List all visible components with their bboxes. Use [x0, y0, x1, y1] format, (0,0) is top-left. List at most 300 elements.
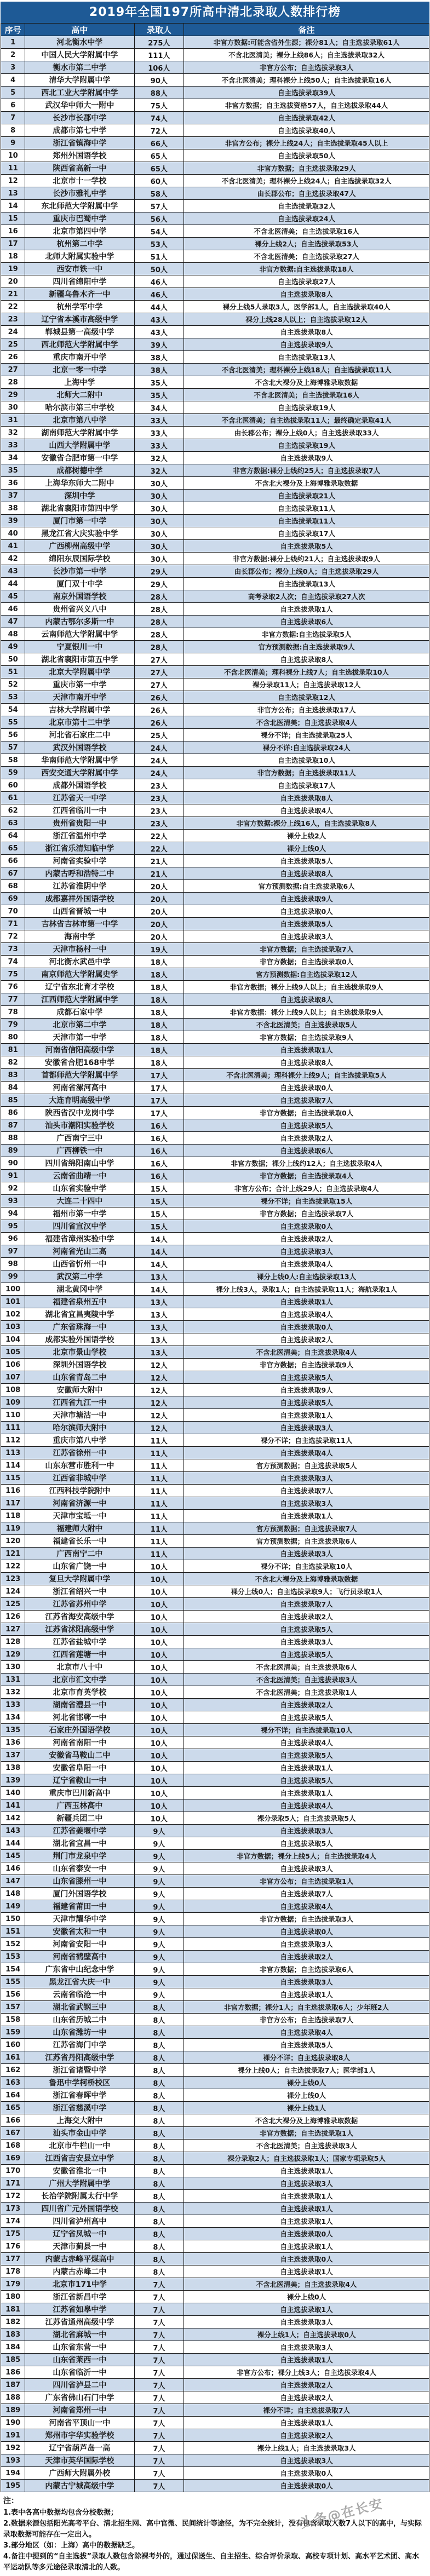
count-cell: 7人: [134, 2379, 184, 2391]
count-cell: 8人: [134, 2064, 184, 2077]
table-row: [1, 2379, 429, 2391]
school-cell: 安徽省淮北一中: [25, 2165, 134, 2177]
table-row: [1, 2077, 429, 2089]
school-cell: 广西南宁二中: [25, 1548, 134, 1560]
rank-cell: 112: [1, 1434, 25, 1447]
count-cell: 10人: [134, 1774, 184, 1787]
rank-cell: 181: [1, 2303, 25, 2316]
table-row: [1, 679, 429, 691]
note-cell: 自主选拔录取3人: [184, 2316, 429, 2328]
note-cell: 自主选拔录取3人: [184, 1548, 429, 1560]
note-cell: 自主选拔录取7人: [184, 1485, 429, 1497]
count-cell: 14人: [134, 1258, 184, 1270]
note-cell: 非官方公布；自主选拔录取7人: [184, 2014, 429, 2026]
note-cell: 自主选拔录取3人: [184, 1422, 429, 1434]
note-cell: 自主选拔录取2人: [184, 1233, 429, 1245]
table-row: [1, 1094, 429, 1107]
note-cell: 不含北医清美；理科裸分上线7人；自主选拔录取10人: [184, 666, 429, 679]
table-row: [1, 1485, 429, 1497]
note-cell: 自主选拔录取13人: [184, 578, 429, 590]
note-cell: 非官方数据:自主选拔录取5人: [184, 628, 429, 641]
rank-cell: 130: [1, 1661, 25, 1674]
table-row: [1, 1938, 429, 1951]
count-cell: 24人: [134, 767, 184, 779]
count-cell: 13人: [134, 1321, 184, 1333]
rank-cell: 8: [1, 124, 25, 137]
rank-cell: 109: [1, 1396, 25, 1409]
note-cell: 自主选拔录取8人: [184, 326, 429, 338]
rank-cell: 129: [1, 1648, 25, 1661]
table-row: [1, 427, 429, 439]
count-cell: 12人: [134, 1422, 184, 1434]
rank-cell: 142: [1, 1812, 25, 1825]
count-cell: 28人: [134, 616, 184, 628]
table-row: [1, 779, 429, 792]
count-cell: 10人: [134, 1812, 184, 1825]
school-cell: 北京市八十中: [25, 1661, 134, 1674]
table-row: [1, 124, 429, 137]
rank-cell: 97: [1, 1245, 25, 1258]
count-cell: 9人: [134, 1913, 184, 1925]
note-cell: 自主选拔录取5人: [184, 540, 429, 553]
note-cell: 不含北医清美；理科裸分上线24人；自主选拔录取32人: [184, 175, 429, 187]
rank-cell: 194: [1, 2467, 25, 2480]
rank-cell: 177: [1, 2253, 25, 2266]
school-cell: 湖北黄冈中学: [25, 1283, 134, 1296]
count-cell: 26人: [134, 716, 184, 729]
note-cell: 官方预测数据；自主选拔录取7人: [184, 1522, 429, 1535]
rank-cell: 193: [1, 2454, 25, 2467]
count-cell: 7人: [134, 2291, 184, 2303]
count-cell: 30人: [134, 527, 184, 540]
table-row: [1, 1384, 429, 1396]
school-cell: 郑州市宇华实验学校: [25, 2429, 134, 2442]
note-cell: 不含北医清美；理科裸分上线50人；自主选拔录取16人: [184, 74, 429, 87]
table-row: [1, 2014, 429, 2026]
note-cell: 不含北医清美；自主选拔录取4人: [184, 1346, 429, 1359]
rank-cell: 47: [1, 616, 25, 628]
table-row: [1, 401, 429, 414]
count-cell: 8人: [134, 2014, 184, 2026]
count-cell: 9人: [134, 1938, 184, 1951]
count-cell: 60人: [134, 175, 184, 187]
count-cell: 11人: [134, 1472, 184, 1485]
rank-cell: 69: [1, 893, 25, 905]
count-cell: 10人: [134, 1737, 184, 1749]
rank-cell: 91: [1, 1170, 25, 1182]
school-cell: 北京一零一中学: [25, 364, 134, 376]
table-row: [1, 1510, 429, 1522]
table-row: [1, 238, 429, 250]
note-cell: 自主选拔录取17人: [184, 527, 429, 540]
table-row: [1, 150, 429, 162]
note-cell: 自主选拔录取5人: [184, 1711, 429, 1724]
count-cell: 54人: [134, 225, 184, 238]
table-row: [1, 804, 429, 817]
rank-cell: 80: [1, 1031, 25, 1044]
table-row: [1, 2215, 429, 2228]
note-cell: 自主选拔录取3人: [184, 1976, 429, 1988]
table-row: [1, 1056, 429, 1069]
school-cell: 清华大学附属中学: [25, 74, 134, 87]
table-row: [1, 1749, 429, 1762]
rank-cell: 67: [1, 867, 25, 880]
table-row: [1, 2228, 429, 2240]
rank-cell: 135: [1, 1724, 25, 1737]
table-row: [1, 1346, 429, 1359]
rank-cell: 191: [1, 2429, 25, 2442]
table-row: [1, 1258, 429, 1270]
note-cell: 自主选拔录取4人: [184, 1900, 429, 1913]
header-row: [1, 24, 429, 36]
table-row: [1, 464, 429, 477]
note-cell: 不含北医清美；自主选拔录取1人: [184, 1686, 429, 1699]
rank-cell: 48: [1, 628, 25, 641]
count-cell: 8人: [134, 2253, 184, 2266]
table-row: [1, 578, 429, 590]
table-row: [1, 1888, 429, 1900]
note-cell: 自主选拔录取19人: [184, 439, 429, 452]
count-cell: 11人: [134, 1522, 184, 1535]
school-cell: 新疆乌鲁木齐一中: [25, 288, 134, 301]
school-cell: 重庆市第一中学: [25, 679, 134, 691]
school-cell: 广西师大附属外校: [25, 2467, 134, 2480]
note-cell: 自主选拔录取5人: [184, 1648, 429, 1661]
school-cell: 山东省历城二中: [25, 2014, 134, 2026]
count-cell: 18人: [134, 1019, 184, 1031]
note-cell: 不含北大裸分及上海博雅录取数据: [184, 477, 429, 490]
count-cell: 43人: [134, 326, 184, 338]
rank-cell: 59: [1, 767, 25, 779]
col-header-note: 备注: [184, 24, 429, 36]
note-cell: 自主选拔录取1人: [184, 2165, 429, 2177]
rank-cell: 17: [1, 238, 25, 250]
school-cell: 上海中学: [25, 376, 134, 389]
note-cell: 裸分不详；自主选拔录取11人: [184, 1434, 429, 1447]
count-cell: 9人: [134, 1951, 184, 1963]
table-row: [1, 2190, 429, 2203]
count-cell: 20人: [134, 893, 184, 905]
rank-cell: 105: [1, 1346, 25, 1359]
table-row: [1, 1270, 429, 1283]
table-row: [1, 590, 429, 603]
rank-cell: 40: [1, 527, 25, 540]
school-cell: 四川省泸州高中: [25, 2215, 134, 2228]
rank-cell: 41: [1, 540, 25, 553]
count-cell: 10人: [134, 1573, 184, 1585]
school-cell: 江苏省徐州一中: [25, 1447, 134, 1459]
count-cell: 35人: [134, 389, 184, 401]
count-cell: 8人: [134, 2127, 184, 2140]
table-row: [1, 2454, 429, 2467]
note-cell: 自主选拔录取1人: [184, 603, 429, 616]
count-cell: 26人: [134, 691, 184, 704]
note-cell: 自主选拔录取3人: [184, 2454, 429, 2467]
table-row: [1, 565, 429, 578]
note-cell: 自主选拔录取50人: [184, 150, 429, 162]
rank-cell: 72: [1, 930, 25, 943]
table-row: [1, 893, 429, 905]
table-row: [1, 1069, 429, 1082]
note-cell: 自主选拔录取1人: [184, 2190, 429, 2203]
rank-cell: 148: [1, 1888, 25, 1900]
rank-cell: 134: [1, 1711, 25, 1724]
note-cell: 非官方数据:自主选拔录取18人: [184, 263, 429, 275]
table-row: [1, 2253, 429, 2266]
rank-cell: 114: [1, 1459, 25, 1472]
rank-cell: 89: [1, 1145, 25, 1157]
count-cell: 56人: [134, 212, 184, 225]
school-cell: 成都树德中学: [25, 464, 134, 477]
note-cell: 不含北医清美；自主选拔录取5人: [184, 1019, 429, 1031]
school-cell: 上海华东师大二附中: [25, 477, 134, 490]
count-cell: 17人: [134, 1094, 184, 1107]
table-row: [1, 1447, 429, 1459]
school-cell: 辽宁省葫芦岛一高: [25, 2442, 134, 2454]
school-cell: 南京外国语学校: [25, 590, 134, 603]
school-cell: 山东省滕州一中: [25, 1875, 134, 1888]
school-cell: 四川省绵阳南山中学: [25, 1157, 134, 1170]
table-row: [1, 1699, 429, 1711]
rank-cell: 117: [1, 1497, 25, 1510]
table-row: [1, 905, 429, 918]
table-row: [1, 830, 429, 842]
table-row: [1, 2026, 429, 2039]
count-cell: 46人: [134, 275, 184, 288]
table-row: [1, 792, 429, 804]
school-cell: 北京市汇文中学: [25, 1674, 134, 1686]
table-row: [1, 2404, 429, 2417]
rank-cell: 98: [1, 1258, 25, 1270]
school-cell: 广东省佛山石门中学: [25, 2391, 134, 2404]
rank-cell: 140: [1, 1787, 25, 1799]
count-cell: 23人: [134, 779, 184, 792]
school-cell: 湖北省襄阳市第五中学: [25, 653, 134, 666]
school-cell: 浙江省慈溪中学: [25, 2102, 134, 2114]
rank-cell: 190: [1, 2417, 25, 2429]
school-cell: 山西省忻州一中: [25, 1258, 134, 1270]
school-cell: 天津市蓟县一中: [25, 2240, 134, 2253]
school-cell: 长沙市第一中学: [25, 565, 134, 578]
table-row: [1, 1560, 429, 1573]
count-cell: 11人: [134, 1510, 184, 1522]
count-cell: 10人: [134, 1585, 184, 1598]
note-cell: 自主选拔录取4人: [184, 1447, 429, 1459]
count-cell: 9人: [134, 1925, 184, 1938]
table-row: [1, 301, 429, 313]
school-cell: 武汉华中师大一附中: [25, 99, 134, 112]
rank-cell: 27: [1, 364, 25, 376]
note-cell: 自主选拔录取4人: [184, 1799, 429, 1812]
rank-cell: 146: [1, 1862, 25, 1875]
rank-cell: 30: [1, 401, 25, 414]
school-cell: 山西大学附属中学: [25, 439, 134, 452]
count-cell: 18人: [134, 1056, 184, 1069]
rank-cell: 154: [1, 1963, 25, 1976]
note-cell: 非官方数据；自主选拔录取7人: [184, 943, 429, 956]
note-cell: 非官方数据；自主选拔录取4人: [184, 1170, 429, 1182]
rank-cell: 147: [1, 1875, 25, 1888]
school-cell: 天津市第一中学: [25, 1031, 134, 1044]
note-cell: 非官方数据；裸分上线5人；自主选拔录取4人: [184, 1850, 429, 1862]
note-cell: 自主选拔录取3人: [184, 2177, 429, 2190]
school-cell: 福建省泉州五中: [25, 1296, 134, 1308]
note-cell: 非官方数据:裸分上线约25人；自主选拔录取7人: [184, 464, 429, 477]
note-cell: 自主选拔录取3人: [184, 1245, 429, 1258]
table-row: [1, 1762, 429, 1774]
rank-cell: 81: [1, 1044, 25, 1056]
count-cell: 16人: [134, 1132, 184, 1145]
note-cell: 非官方数据；自主选拔录取1人: [184, 2127, 429, 2140]
count-cell: 10人: [134, 1623, 184, 1636]
rank-cell: 115: [1, 1472, 25, 1485]
table-row: [1, 1648, 429, 1661]
count-cell: 10人: [134, 1749, 184, 1762]
note-cell: 非官方公布；自主选拔录取17人: [184, 704, 429, 716]
rank-cell: 144: [1, 1837, 25, 1850]
note-cell: 裸分录取2人；自主选拔录取1人；国家专项录取5人: [184, 2152, 429, 2165]
school-cell: 内蒙古宁城高级中学: [25, 2480, 134, 2492]
school-cell: 海南中学: [25, 930, 134, 943]
count-cell: 15人: [134, 1220, 184, 1233]
note-cell: 自主选拔录取1人: [184, 2417, 429, 2429]
count-cell: 15人: [134, 1195, 184, 1208]
table-row: [1, 2341, 429, 2354]
note-cell: 自主选拔录取1人: [184, 1296, 429, 1308]
school-cell: 浙江省绍兴一中: [25, 1585, 134, 1598]
note-line-1: 1.表中各高中数据均包含分校数据；: [3, 2508, 118, 2517]
rank-cell: 119: [1, 1522, 25, 1535]
rank-cell: 58: [1, 754, 25, 767]
school-cell: 山东省东营一中: [25, 2341, 134, 2354]
note-cell: 自主选拔录取3人: [184, 1472, 429, 1485]
count-cell: 38人: [134, 364, 184, 376]
school-cell: 成都外国语学校: [25, 779, 134, 792]
note-cell: 自主选拔录取1人: [184, 2266, 429, 2278]
school-cell: 福建师大附中: [25, 1522, 134, 1535]
count-cell: 9人: [134, 1862, 184, 1875]
note-cell: 不含北医清美；自主选拔录取11人；最终确定录取41人: [184, 414, 429, 427]
table-row: [1, 1434, 429, 1447]
table-row: [1, 1774, 429, 1787]
note-cell: 自主选拔录取17人: [184, 779, 429, 792]
rank-cell: 122: [1, 1560, 25, 1573]
count-cell: 8人: [134, 2089, 184, 2102]
table-row: [1, 212, 429, 225]
table-row: [1, 2429, 429, 2442]
note-cell: 自主选拔录取8人: [184, 1056, 429, 1069]
count-cell: 8人: [134, 2228, 184, 2240]
note-cell: 非官方数据；自主选拔录取11人: [184, 767, 429, 779]
count-cell: 30人: [134, 540, 184, 553]
count-cell: 8人: [134, 2001, 184, 2014]
school-cell: 衡水市第二中学: [25, 61, 134, 74]
count-cell: 8人: [134, 2266, 184, 2278]
count-cell: 19人: [134, 943, 184, 956]
count-cell: 13人: [134, 1308, 184, 1321]
note-cell: 自主选拔录取3人: [184, 1938, 429, 1951]
count-cell: 7人: [134, 2366, 184, 2379]
note-cell: 自主选拔录取12人: [184, 691, 429, 704]
school-cell: 西北工业大学附属中学: [25, 87, 134, 99]
table-row: [1, 943, 429, 956]
note-cell: 裸分不详；自主选拔录取8人: [184, 2051, 429, 2064]
school-cell: 厦门双十中学: [25, 578, 134, 590]
school-cell: 内蒙古赤峰二中: [25, 2266, 134, 2278]
table-row: [1, 1963, 429, 1976]
school-cell: 江西师范大学附属中学: [25, 993, 134, 1006]
school-cell: 重庆市巴川新高中: [25, 1787, 134, 1799]
school-cell: 黑龙江省大庆实验中学: [25, 527, 134, 540]
count-cell: 23人: [134, 817, 184, 830]
note-cell: 裸分不详；自主选拔录取15人: [184, 1195, 429, 1208]
count-cell: 9人: [134, 1875, 184, 1888]
note-cell: 非官方公布；裸分上线24人；自主选拔录取45人以上: [184, 137, 429, 150]
table-row: [1, 2203, 429, 2215]
note-cell: 自主选拔录取1人: [184, 2215, 429, 2228]
rank-cell: 56: [1, 729, 25, 741]
rank-cell: 143: [1, 1825, 25, 1837]
col-header-count: 录取人: [134, 24, 184, 36]
rank-cell: 128: [1, 1636, 25, 1648]
rank-cell: 168: [1, 2140, 25, 2152]
note-cell: 自主选拔录取5人: [184, 1623, 429, 1636]
note-cell: 自主选拔录取19人: [184, 401, 429, 414]
rank-cell: 172: [1, 2190, 25, 2203]
note-cell: 自主选拔录取2人: [184, 1951, 429, 1963]
note-cell: 非官方数据；裸分上线约12人；自主选拔录取4人: [184, 1157, 429, 1170]
count-cell: 275人: [134, 36, 184, 49]
table-row: [1, 1611, 429, 1623]
school-cell: 上海交大附中: [25, 2114, 134, 2127]
table-row: [1, 477, 429, 490]
table-row: [1, 112, 429, 124]
count-cell: 50人: [134, 263, 184, 275]
note-cell: 裸分上线1人: [184, 2102, 429, 2114]
school-cell: 江苏省海门中学: [25, 2039, 134, 2051]
table-row: [1, 351, 429, 364]
school-cell: 河北衡水武邑中学: [25, 956, 134, 968]
school-cell: 江西科技学院附中: [25, 1485, 134, 1497]
rank-cell: 65: [1, 842, 25, 855]
table-row: [1, 1031, 429, 1044]
rank-cell: 24: [1, 326, 25, 338]
note-cell: 自主选拔录取4人: [184, 1258, 429, 1270]
rank-cell: 158: [1, 2014, 25, 2026]
school-cell: 河南省济源一中: [25, 1497, 134, 1510]
rank-cell: 15: [1, 212, 25, 225]
school-cell: 大连育明高级中学: [25, 1094, 134, 1107]
table-row: [1, 1535, 429, 1548]
table-row: [1, 1875, 429, 1888]
rank-cell: 189: [1, 2404, 25, 2417]
school-cell: 福建省长乐一中: [25, 1535, 134, 1548]
table-row: [1, 1082, 429, 1094]
note-cell: 裸分录取5人；自主选拔录取5人: [184, 1812, 429, 1825]
count-cell: 10人: [134, 1598, 184, 1611]
school-cell: 长沙市长郡中学: [25, 112, 134, 124]
note-cell: 非官方数据；自主选拔录取3人: [184, 1913, 429, 1925]
school-cell: 荆门市龙泉中学: [25, 1850, 134, 1862]
note-cell: 自主选拔录取2人: [184, 1132, 429, 1145]
school-cell: 湖北省宜昌一中: [25, 1837, 134, 1850]
school-cell: 山东省广饶一中: [25, 1560, 134, 1573]
school-cell: 厦门市第一中学: [25, 515, 134, 527]
school-cell: 北师大二附中: [25, 389, 134, 401]
count-cell: 57人: [134, 200, 184, 212]
count-cell: 28人: [134, 603, 184, 616]
count-cell: 38人: [134, 351, 184, 364]
